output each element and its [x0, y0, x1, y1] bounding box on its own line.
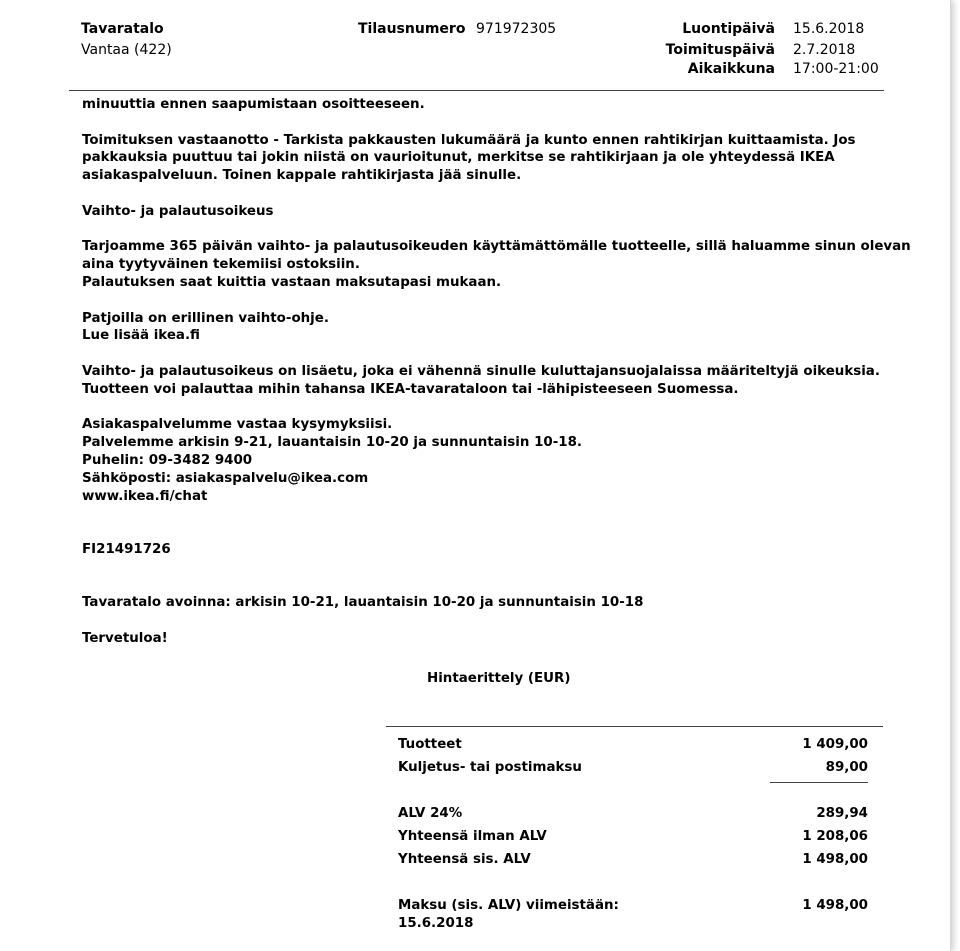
subtotal-divider	[770, 782, 868, 783]
body-line: asiakaspalveluun. Toinen kappale rahtikirjasta jää sinulle.	[82, 168, 522, 184]
price-label: Tuotteet	[398, 737, 462, 752]
price-value: 89,00	[825, 760, 868, 775]
price-table-divider	[386, 726, 883, 727]
body-line: Tuotteen voi palauttaa mihin tahansa IKEA-tavarataloon tai -lähipisteeseen Suomessa.	[82, 381, 739, 397]
price-label: Kuljetus- tai postimaksu	[398, 760, 582, 775]
delivery-date: 2.7.2018	[793, 42, 856, 58]
body-line: Tarjoamme 365 päivän vaihto- ja palautusoikeuden käyttämättömälle tuotteelle, sillä haluamme sinun olevan	[82, 239, 911, 255]
time-window-label: Aikaikkuna	[687, 61, 775, 77]
price-value: 1 498,00	[802, 852, 868, 867]
body-line: Toimituksen vastaanotto - Tarkista pakkausten lukumäärä ja kunto ennen rahtikirjan kuittaamista. Jos	[82, 132, 856, 148]
body-line: Vaihto- ja palautusoikeus on lisäetu, joka ei vähennä sinulle kuluttajansuojalaissa määriteltyjä oikeuksia.	[82, 363, 880, 379]
email-line: Sähköposti: asiakaspalvelu@ikea.com	[82, 470, 369, 486]
order-number-label: Tilausnumero	[358, 21, 466, 37]
price-value: 1 409,00	[802, 737, 868, 752]
body-line: minuuttia ennen saapumistaan osoitteeseen.	[82, 97, 425, 112]
delivery-date-label: Toimituspäivä	[665, 42, 775, 58]
body-line: aina tyytyväinen tekemiisi ostoksiin.	[82, 257, 360, 273]
due-date: 15.6.2018	[398, 916, 474, 931]
body-text	[82, 96, 911, 648]
section-heading: Vaihto- ja palautusoikeus	[82, 203, 274, 219]
business-id: FI21491726	[82, 541, 171, 557]
body-line: Patjoilla on erillinen vaihto-ohje.	[82, 310, 329, 326]
price-label: Yhteensä sis. ALV	[398, 852, 531, 867]
chat-link-line: www.ikea.fi/chat	[82, 488, 208, 504]
store-hours: Tavaratalo avoinna: arkisin 10-21, lauantaisin 10-20 ja sunnuntaisin 10-18	[82, 595, 644, 611]
phone-line: Puhelin: 09-3482 9400	[82, 452, 253, 468]
created-date-label: Luontipäivä	[682, 21, 775, 37]
body-line: Palvelemme arkisin 9-21, lauantaisin 10-20 ja sunnuntaisin 10-18.	[82, 435, 582, 451]
body-line: pakkauksia puuttuu tai jokin niistä on vaurioitunut, merkitse se rahtikirjaan ja ole yhteydessä IKEA	[82, 150, 835, 166]
price-breakdown-title: Hintaerittely (EUR)	[427, 671, 571, 686]
price-value: 289,94	[816, 806, 868, 821]
body-line: Palautuksen saat kuittia vastaan maksutapasi mukaan.	[82, 274, 502, 290]
price-value: 1 208,06	[802, 829, 868, 844]
body-line: Lue lisää ikea.fi	[82, 328, 200, 344]
order-number: 971972305	[476, 21, 557, 37]
price-label: ALV 24%	[398, 806, 463, 821]
price-value: 1 498,00	[802, 898, 868, 913]
created-date: 15.6.2018	[793, 21, 865, 37]
welcome-text: Tervetuloa!	[82, 630, 168, 646]
time-window: 17:00-21:00	[793, 61, 879, 77]
store-name: Vantaa (422)	[81, 42, 172, 58]
price-label: Maksu (sis. ALV) viimeistään:	[398, 898, 619, 913]
body-line: Asiakaspalvelumme vastaa kysymyksiisi.	[82, 417, 393, 433]
store-label: Tavaratalo	[81, 21, 164, 37]
price-label: Yhteensä ilman ALV	[398, 829, 547, 844]
header-divider	[69, 90, 884, 91]
